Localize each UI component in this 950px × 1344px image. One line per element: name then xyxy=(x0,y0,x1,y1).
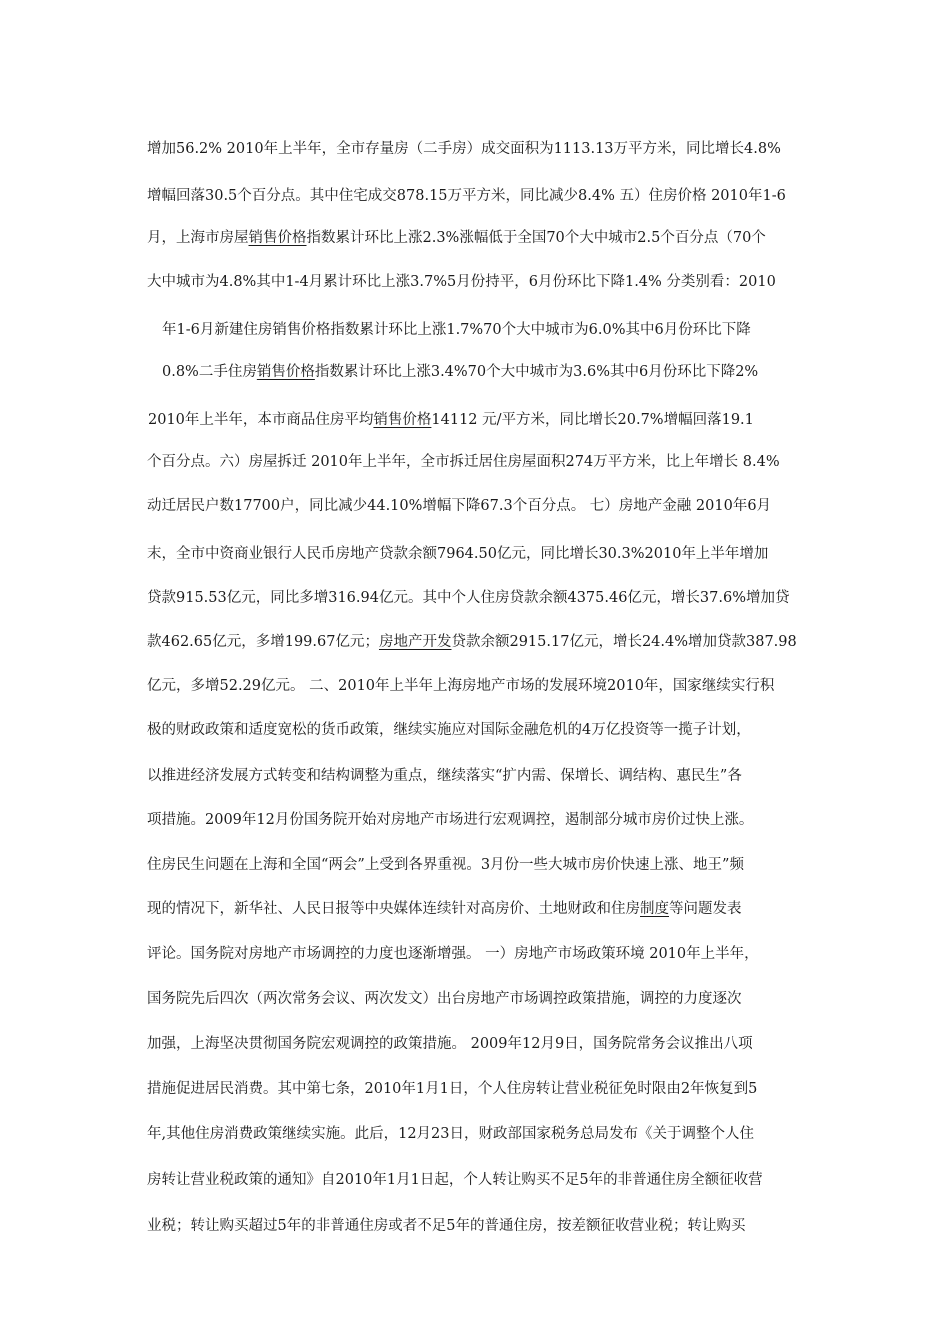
text-line xyxy=(147,139,781,159)
text-line xyxy=(147,1079,757,1099)
text-run: 房转让营业税政策的通知》自2010年1月1日起，个人转让购买不足5年的非普通住房全额征收营 xyxy=(147,1172,763,1188)
text-line xyxy=(147,1034,753,1054)
text-line xyxy=(147,1216,745,1236)
text-run: 加强，上海坚决贯彻国务院宏观调控的政策措施。 2009年12月9日，国务院常务会议推出八项 xyxy=(147,1036,753,1052)
text-run: 国务院先后四次（两次常务会议、两次发文）出台房地产市场调控政策措施，调控的力度逐次 xyxy=(147,991,742,1007)
text-line xyxy=(147,810,753,830)
text-line xyxy=(147,544,768,564)
text-run: 14112 元/平方米，同比增长20.7%增幅回落19.1 xyxy=(431,412,754,428)
text-line xyxy=(147,632,797,652)
text-line xyxy=(147,588,790,608)
text-run: 极的财政政策和适度宽松的货币政策，继续实施应对国际金融危机的4万亿投资等一揽子计划， xyxy=(147,722,751,738)
text-run: 月，上海市房屋 xyxy=(147,230,249,246)
underlined-link-text[interactable]: 房地产开发 xyxy=(378,634,452,650)
text-line xyxy=(162,320,751,340)
text-run: 动迁居民户数17700户，同比减少44.10%增幅下降67.3个百分点。 七）房地产金融 2010年6月 xyxy=(147,498,772,514)
text-run: 2010年上半年，本市商品住房平均 xyxy=(148,412,374,428)
underlined-link-text[interactable]: 销售价格 xyxy=(248,230,307,246)
text-line xyxy=(147,496,771,516)
text-line xyxy=(147,989,742,1009)
text-line xyxy=(147,676,774,696)
text-run: 措施促进居民消费。其中第七条，2010年1月1日，个人住房转让营业税征免时限由2年恢复到5 xyxy=(147,1081,758,1097)
text-run: 增幅回落30.5个百分点。其中住宅成交878.15万平方米，同比减少8.4% 五）住房价格 2010年1-6 xyxy=(147,188,786,204)
underlined-link-text[interactable]: 销售价格 xyxy=(373,412,432,428)
text-run: 大中城市为4.8%其中1-4月累计环比上涨3.7%5月份持平，6月份环比下降1.4% 分类别看：2010 xyxy=(147,274,776,290)
text-run: 款462.65亿元，多增199.67亿元； xyxy=(147,634,379,650)
text-run: 年1-6月新建住房销售价格指数累计环比上涨1.7%70个大中城市为6.0%其中6月份环比下降 xyxy=(162,322,751,338)
text-run: 业税；转让购买超过5年的非普通住房或者不足5年的普通住房，按差额征收营业税；转让购买 xyxy=(147,1218,746,1234)
text-run: 个百分点。六）房屋拆迁 2010年上半年，全市拆迁居住房屋面积274万平方米，比上年增长 8.4% xyxy=(147,454,780,470)
text-line xyxy=(148,410,754,430)
text-line xyxy=(147,228,766,248)
text-line xyxy=(147,855,744,875)
text-line xyxy=(147,1124,754,1144)
text-run: 年,其他住房消费政策继续实施。此后，12月23日，财政部国家税务总局发布《关于调整个人住 xyxy=(147,1126,755,1142)
text-line xyxy=(147,899,742,919)
text-run: 亿元，多增52.29亿元。 二、2010年上半年上海房地产市场的发展环境2010年，国家继续实行积 xyxy=(147,678,775,694)
text-run: 贷款余额2915.17亿元，增长24.4%增加贷款387.98 xyxy=(451,634,797,650)
text-line xyxy=(147,766,742,786)
text-run: 等问题发表 xyxy=(669,901,742,917)
text-line xyxy=(147,452,780,472)
text-run: 指数累计环比上涨3.4%70个大中城市为3.6%其中6月份环比下降2% xyxy=(314,364,759,380)
text-run: 增加56.2% 2010年上半年，全市存量房（二手房）成交面积为1113.13万平方米，同比增长4.8% xyxy=(147,141,781,157)
text-run: 现的情况下，新华社、人民日报等中央媒体连续针对高房价、土地财政和住房 xyxy=(147,901,640,917)
underlined-link-text[interactable]: 销售价格 xyxy=(256,364,315,380)
text-line xyxy=(162,362,758,382)
underlined-link-text[interactable]: 制度 xyxy=(640,901,669,917)
text-run: 指数累计环比上涨2.3%涨幅低于全国70个大中城市2.5个百分点（70个 xyxy=(306,230,766,246)
text-run: 0.8%二手住房 xyxy=(162,364,257,380)
text-run: 项措施。2009年12月份国务院开始对房地产市场进行宏观调控，遏制部分城市房价过快上涨。 xyxy=(147,812,754,828)
text-line xyxy=(147,1170,763,1190)
text-run: 以推进经济发展方式转变和结构调整为重点，继续落实“扩内需、保增长、调结构、惠民生”各 xyxy=(147,768,742,784)
text-run: 贷款915.53亿元，同比多增316.94亿元。其中个人住房贷款余额4375.46亿元，增长37.6%增加贷 xyxy=(147,590,790,606)
text-line xyxy=(147,272,776,292)
text-line xyxy=(147,944,759,964)
text-line xyxy=(147,720,751,740)
text-line xyxy=(147,186,786,206)
text-run: 末，全市中资商业银行人民币房地产贷款余额7964.50亿元，同比增长30.3%2010年上半年增加 xyxy=(147,546,769,562)
text-run: 评论。国务院对房地产市场调控的力度也逐渐增强。 一）房地产市场政策环境 2010年上半年， xyxy=(147,946,759,962)
text-run: 住房民生问题在上海和全国“两会”上受到各界重视。3月份一些大城市房价快速上涨、地王”频 xyxy=(147,857,744,873)
